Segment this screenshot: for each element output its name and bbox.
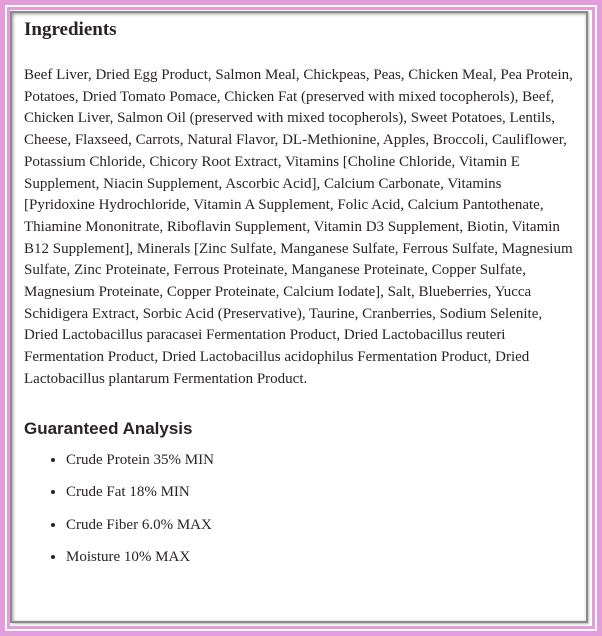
analysis-list [24, 449, 574, 579]
analysis-heading: Guaranteed Analysis [24, 418, 193, 438]
ingredients-heading: Ingredients [24, 19, 117, 40]
analysis-item: • Crude Protein 35% MIN [66, 449, 574, 482]
ingredients-text: Beef Liver, Dried Egg Product, Salmon Meal, Chickpeas, Peas, Chicken Meal, Pea Protein, Potatoes, Dried Tomato Pomace, Chicken Fat (preserved with mixed tocopherols), Beef, Chicken Liver, Salmon Oil (preserved with mixed tocopherols), Sweet Potatoes, Lentils, Cheese, Flaxseed, Carrots, Natural Flavor, DL-Methionine, Apples, Broccoli, Cauliflower, Potassium Chloride, Chicory Root Extract, Vitamins [Choline Chloride, Vitamin E Supplement, Niacin Supplement, Ascorbic Acid], Calcium Carbonate, Vitamins [Pyridoxine Hydrochloride, Vitamin A Supplement, Folic Acid, Calcium Pantothenate, Thiamine Mononitrate, Riboflavin Supplement, Vitamin D3 Supplement, Biotin, Vitamin B12 Supplement], Minerals [Zinc Sulfate, Manganese Sulfate, Ferrous Sulfate, Magnesium Sulfate, Zinc Proteinate, Ferrous Proteinate, Manganese Proteinate, Copper Sulfate, Magnesium Proteinate, Copper Proteinate, Calcium Iodate], Salt, Blueberries, Yucca Schidigera Extract, Sorbic Acid (Preservative), Taurine, Cranberries, Sodium Selenite, Dried Lactobacillus paracasei Fermentation Product, Dried Lactobacillus reuteri Fermentation Product, Dried Lactobacillus acidophilus Fermentation Product, Dried Lactobacillus plantarum Fermentation Product. [24, 67, 573, 387]
analysis-item: • Crude Fiber 6.0% MAX [66, 514, 574, 547]
analysis-item: • Crude Fat 18% MIN [66, 481, 574, 514]
content-box [10, 11, 588, 623]
analysis-item: • Moisture 10% MAX [66, 546, 574, 579]
